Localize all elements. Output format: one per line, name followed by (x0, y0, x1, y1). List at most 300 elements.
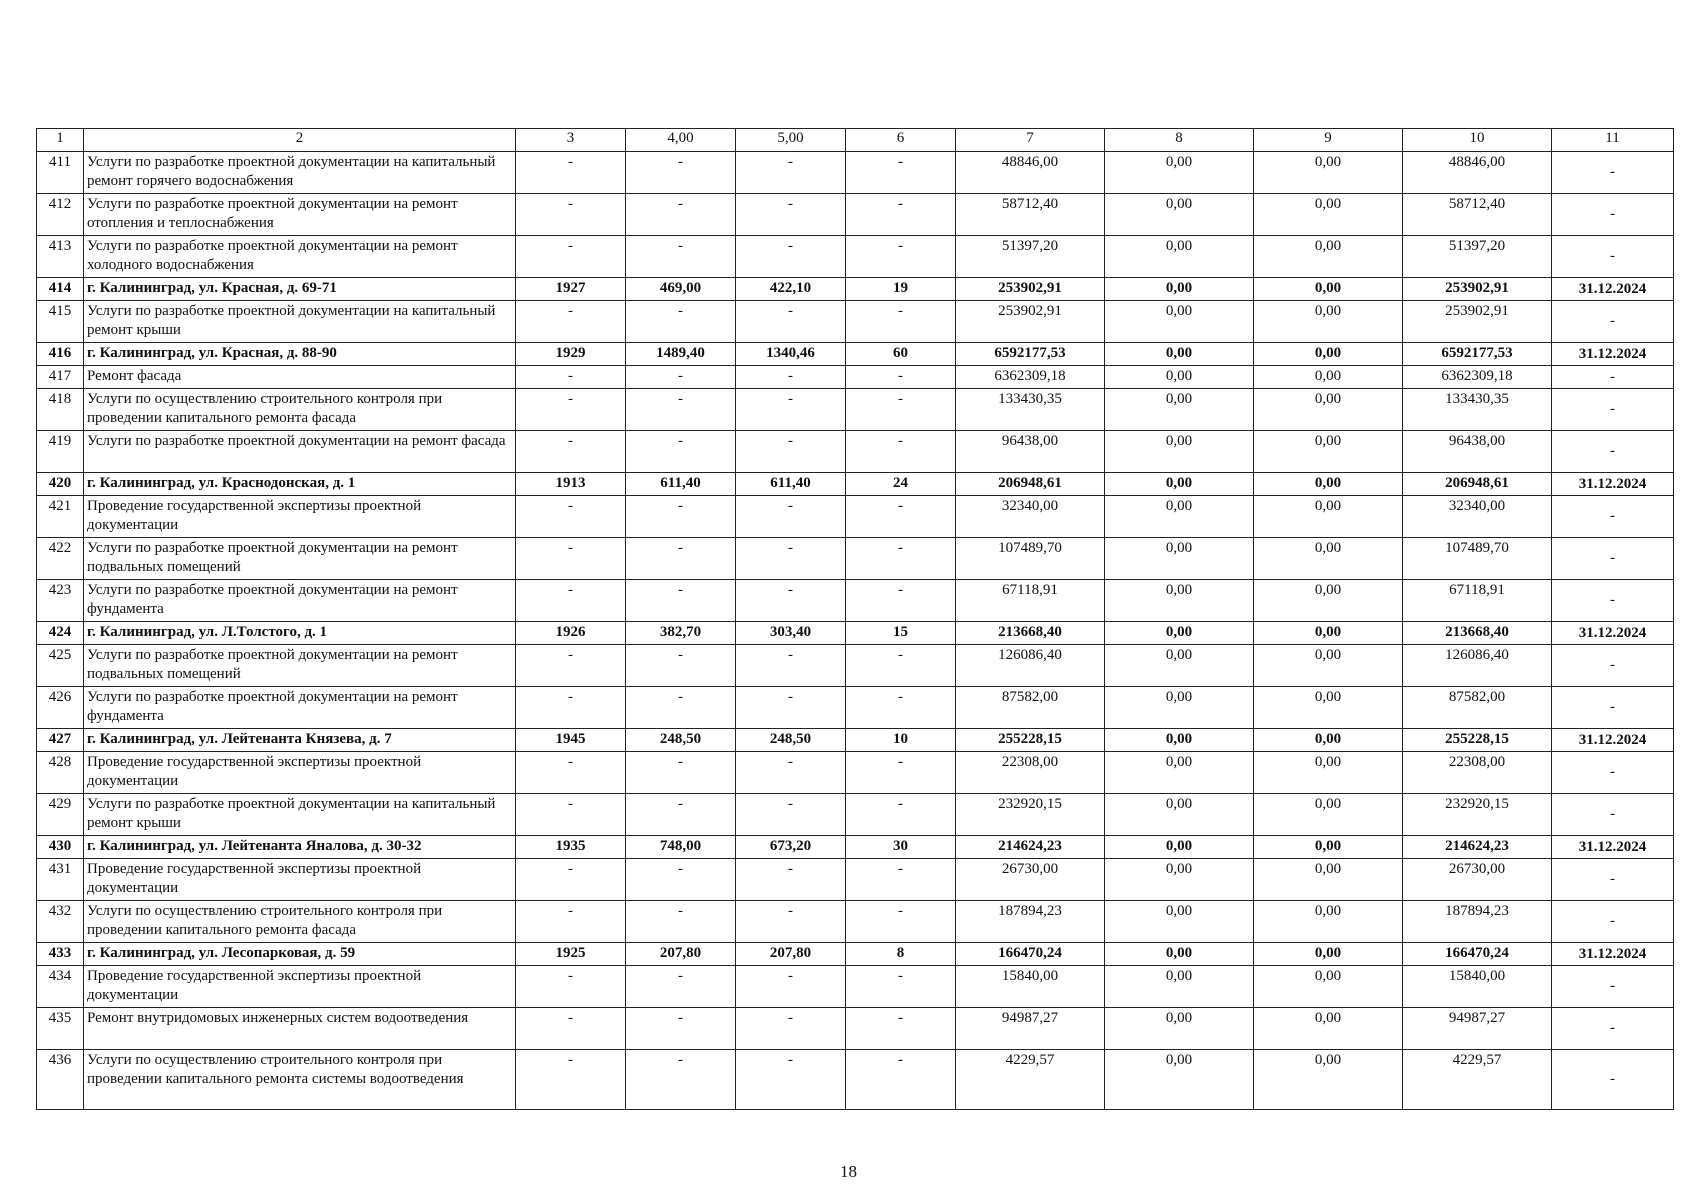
total-area: - (626, 901, 736, 943)
federal-funds: 0,00 (1105, 1008, 1254, 1050)
year-built: - (516, 901, 626, 943)
row-number: 417 (37, 366, 84, 389)
total-area: - (626, 1050, 736, 1110)
work-description: Проведение государственной экспертизы проектной документации (84, 752, 516, 794)
total-cost: 32340,00 (956, 496, 1105, 538)
living-area: - (736, 538, 846, 580)
federal-funds: 0,00 (1105, 496, 1254, 538)
table-body (37, 129, 1674, 1110)
regional-funds: 0,00 (1254, 301, 1403, 343)
completion-date: - (1552, 1008, 1674, 1050)
year-built: - (516, 645, 626, 687)
regional-funds: 0,00 (1254, 366, 1403, 389)
owner-funds: 6362309,18 (1403, 366, 1552, 389)
total-area: - (626, 389, 736, 431)
year-built: - (516, 794, 626, 836)
completion-date: - (1552, 431, 1674, 473)
row-number: 430 (37, 836, 84, 859)
living-area: 611,40 (736, 473, 846, 496)
work-description: Услуги по осуществлению строительного контроля при проведении капитального ремонта фасада (84, 389, 516, 431)
federal-funds: 0,00 (1105, 194, 1254, 236)
total-cost: 214624,23 (956, 836, 1105, 859)
owner-funds: 58712,40 (1403, 194, 1552, 236)
year-built: - (516, 580, 626, 622)
row-number: 427 (37, 729, 84, 752)
total-area: 611,40 (626, 473, 736, 496)
total-cost: 58712,40 (956, 194, 1105, 236)
living-area: 1340,46 (736, 343, 846, 366)
residents-count: - (846, 152, 956, 194)
residents-count: - (846, 194, 956, 236)
federal-funds: 0,00 (1105, 473, 1254, 496)
year-built: - (516, 752, 626, 794)
owner-funds: 32340,00 (1403, 496, 1552, 538)
living-area: - (736, 752, 846, 794)
federal-funds: 0,00 (1105, 278, 1254, 301)
total-cost: 253902,91 (956, 301, 1105, 343)
total-cost: 6592177,53 (956, 343, 1105, 366)
address-row (37, 729, 1674, 752)
work-description: Услуги по разработке проектной документации на ремонт фундамента (84, 580, 516, 622)
federal-funds: 0,00 (1105, 729, 1254, 752)
residents-count: - (846, 645, 956, 687)
living-area: 422,10 (736, 278, 846, 301)
total-area: - (626, 580, 736, 622)
regional-funds: 0,00 (1254, 1008, 1403, 1050)
column-header: 2 (84, 129, 516, 152)
work-description: Услуги по осуществлению строительного контроля при проведении капитального ремонта системы водоотведения (84, 1050, 516, 1110)
total-cost: 232920,15 (956, 794, 1105, 836)
total-cost: 213668,40 (956, 622, 1105, 645)
column-header: 8 (1105, 129, 1254, 152)
residents-count: - (846, 901, 956, 943)
row-number: 431 (37, 859, 84, 901)
residents-count: - (846, 538, 956, 580)
work-description: г. Калининград, ул. Красная, д. 88-90 (84, 343, 516, 366)
work-description: г. Калининград, ул. Лесопарковая, д. 59 (84, 943, 516, 966)
federal-funds: 0,00 (1105, 645, 1254, 687)
regional-funds: 0,00 (1254, 580, 1403, 622)
total-area: - (626, 687, 736, 729)
table-row (37, 1008, 1674, 1050)
row-number: 423 (37, 580, 84, 622)
owner-funds: 253902,91 (1403, 301, 1552, 343)
table-row (37, 752, 1674, 794)
work-description: Услуги по разработке проектной документации на капитальный ремонт крыши (84, 794, 516, 836)
living-area: - (736, 496, 846, 538)
regional-funds: 0,00 (1254, 1050, 1403, 1110)
year-built: - (516, 152, 626, 194)
completion-date: - (1552, 538, 1674, 580)
total-area: 1489,40 (626, 343, 736, 366)
total-cost: 15840,00 (956, 966, 1105, 1008)
living-area: - (736, 194, 846, 236)
table-row (37, 645, 1674, 687)
owner-funds: 6592177,53 (1403, 343, 1552, 366)
work-description: Услуги по осуществлению строительного контроля при проведении капитального ремонта фасада (84, 901, 516, 943)
register-table (36, 128, 1674, 1110)
row-number: 435 (37, 1008, 84, 1050)
regional-funds: 0,00 (1254, 431, 1403, 473)
total-area: - (626, 794, 736, 836)
row-number: 434 (37, 966, 84, 1008)
completion-date: - (1552, 580, 1674, 622)
row-number: 422 (37, 538, 84, 580)
owner-funds: 206948,61 (1403, 473, 1552, 496)
year-built: - (516, 389, 626, 431)
work-description: Ремонт внутридомовых инженерных систем водоотведения (84, 1008, 516, 1050)
federal-funds: 0,00 (1105, 431, 1254, 473)
residents-count: 8 (846, 943, 956, 966)
completion-date: 31.12.2024 (1552, 473, 1674, 496)
owner-funds: 15840,00 (1403, 966, 1552, 1008)
year-built: - (516, 236, 626, 278)
total-area: - (626, 538, 736, 580)
total-area: - (626, 1008, 736, 1050)
column-header: 7 (956, 129, 1105, 152)
residents-count: 30 (846, 836, 956, 859)
residents-count: - (846, 389, 956, 431)
regional-funds: 0,00 (1254, 901, 1403, 943)
total-cost: 48846,00 (956, 152, 1105, 194)
table-row (37, 389, 1674, 431)
living-area: - (736, 794, 846, 836)
owner-funds: 51397,20 (1403, 236, 1552, 278)
year-built: - (516, 431, 626, 473)
total-cost: 133430,35 (956, 389, 1105, 431)
living-area: 673,20 (736, 836, 846, 859)
regional-funds: 0,00 (1254, 836, 1403, 859)
year-built: 1913 (516, 473, 626, 496)
residents-count: - (846, 496, 956, 538)
regional-funds: 0,00 (1254, 645, 1403, 687)
regional-funds: 0,00 (1254, 794, 1403, 836)
residents-count: - (846, 1050, 956, 1110)
owner-funds: 22308,00 (1403, 752, 1552, 794)
address-row (37, 278, 1674, 301)
work-description: Проведение государственной экспертизы проектной документации (84, 966, 516, 1008)
regional-funds: 0,00 (1254, 389, 1403, 431)
address-row (37, 343, 1674, 366)
regional-funds: 0,00 (1254, 943, 1403, 966)
federal-funds: 0,00 (1105, 901, 1254, 943)
completion-date: - (1552, 966, 1674, 1008)
federal-funds: 0,00 (1105, 538, 1254, 580)
federal-funds: 0,00 (1105, 794, 1254, 836)
total-cost: 126086,40 (956, 645, 1105, 687)
total-cost: 96438,00 (956, 431, 1105, 473)
owner-funds: 87582,00 (1403, 687, 1552, 729)
owner-funds: 187894,23 (1403, 901, 1552, 943)
total-area: - (626, 431, 736, 473)
work-description: г. Калининград, ул. Красная, д. 69-71 (84, 278, 516, 301)
row-number: 425 (37, 645, 84, 687)
owner-funds: 133430,35 (1403, 389, 1552, 431)
completion-date: - (1552, 496, 1674, 538)
completion-date: - (1552, 236, 1674, 278)
row-number: 426 (37, 687, 84, 729)
total-cost: 51397,20 (956, 236, 1105, 278)
table-row (37, 966, 1674, 1008)
row-number: 428 (37, 752, 84, 794)
residents-count: - (846, 859, 956, 901)
total-cost: 26730,00 (956, 859, 1105, 901)
living-area: - (736, 366, 846, 389)
total-area: 248,50 (626, 729, 736, 752)
owner-funds: 255228,15 (1403, 729, 1552, 752)
row-number: 429 (37, 794, 84, 836)
work-description: г. Калининград, ул. Л.Толстого, д. 1 (84, 622, 516, 645)
completion-date: 31.12.2024 (1552, 729, 1674, 752)
table-row (37, 301, 1674, 343)
regional-funds: 0,00 (1254, 752, 1403, 794)
regional-funds: 0,00 (1254, 729, 1403, 752)
regional-funds: 0,00 (1254, 278, 1403, 301)
completion-date: - (1552, 389, 1674, 431)
year-built: - (516, 496, 626, 538)
address-row (37, 622, 1674, 645)
living-area: 303,40 (736, 622, 846, 645)
row-number: 415 (37, 301, 84, 343)
residents-count: - (846, 1008, 956, 1050)
year-built: - (516, 538, 626, 580)
completion-date: 31.12.2024 (1552, 343, 1674, 366)
table-row (37, 431, 1674, 473)
completion-date: 31.12.2024 (1552, 836, 1674, 859)
residents-count: - (846, 687, 956, 729)
row-number: 418 (37, 389, 84, 431)
total-cost: 107489,70 (956, 538, 1105, 580)
table-row (37, 1050, 1674, 1110)
living-area: - (736, 645, 846, 687)
completion-date: 31.12.2024 (1552, 943, 1674, 966)
residents-count: - (846, 752, 956, 794)
total-area: - (626, 752, 736, 794)
owner-funds: 232920,15 (1403, 794, 1552, 836)
federal-funds: 0,00 (1105, 343, 1254, 366)
row-number: 433 (37, 943, 84, 966)
year-built: 1927 (516, 278, 626, 301)
column-number-row (37, 129, 1674, 152)
living-area: - (736, 859, 846, 901)
row-number: 424 (37, 622, 84, 645)
living-area: - (736, 1008, 846, 1050)
column-header: 3 (516, 129, 626, 152)
residents-count: - (846, 236, 956, 278)
federal-funds: 0,00 (1105, 366, 1254, 389)
total-cost: 22308,00 (956, 752, 1105, 794)
federal-funds: 0,00 (1105, 1050, 1254, 1110)
federal-funds: 0,00 (1105, 943, 1254, 966)
year-built: - (516, 1050, 626, 1110)
work-description: г. Калининград, ул. Лейтенанта Яналова, д. 30-32 (84, 836, 516, 859)
owner-funds: 26730,00 (1403, 859, 1552, 901)
total-area: - (626, 194, 736, 236)
living-area: 207,80 (736, 943, 846, 966)
owner-funds: 213668,40 (1403, 622, 1552, 645)
regional-funds: 0,00 (1254, 194, 1403, 236)
work-description: Услуги по разработке проектной документации на капитальный ремонт крыши (84, 301, 516, 343)
total-area: 207,80 (626, 943, 736, 966)
row-number: 421 (37, 496, 84, 538)
total-cost: 166470,24 (956, 943, 1105, 966)
completion-date: - (1552, 752, 1674, 794)
work-description: г. Калининград, ул. Лейтенанта Князева, д. 7 (84, 729, 516, 752)
table-row (37, 194, 1674, 236)
regional-funds: 0,00 (1254, 152, 1403, 194)
owner-funds: 67118,91 (1403, 580, 1552, 622)
living-area: - (736, 901, 846, 943)
completion-date: - (1552, 152, 1674, 194)
row-number: 413 (37, 236, 84, 278)
living-area: - (736, 1050, 846, 1110)
total-cost: 187894,23 (956, 901, 1105, 943)
owner-funds: 107489,70 (1403, 538, 1552, 580)
residents-count: 19 (846, 278, 956, 301)
column-header: 10 (1403, 129, 1552, 152)
total-cost: 94987,27 (956, 1008, 1105, 1050)
total-cost: 253902,91 (956, 278, 1105, 301)
year-built: - (516, 687, 626, 729)
total-area: - (626, 236, 736, 278)
table-row (37, 687, 1674, 729)
completion-date: - (1552, 901, 1674, 943)
residents-count: - (846, 431, 956, 473)
column-header: 11 (1552, 129, 1674, 152)
year-built: - (516, 1008, 626, 1050)
completion-date: - (1552, 645, 1674, 687)
total-cost: 4229,57 (956, 1050, 1105, 1110)
total-area: 382,70 (626, 622, 736, 645)
year-built: - (516, 859, 626, 901)
completion-date: - (1552, 366, 1674, 389)
total-cost: 67118,91 (956, 580, 1105, 622)
row-number: 416 (37, 343, 84, 366)
work-description: Услуги по разработке проектной документации на ремонт фасада (84, 431, 516, 473)
total-area: - (626, 966, 736, 1008)
residents-count: 10 (846, 729, 956, 752)
regional-funds: 0,00 (1254, 538, 1403, 580)
total-cost: 255228,15 (956, 729, 1105, 752)
regional-funds: 0,00 (1254, 966, 1403, 1008)
regional-funds: 0,00 (1254, 343, 1403, 366)
federal-funds: 0,00 (1105, 752, 1254, 794)
table-row (37, 152, 1674, 194)
living-area: - (736, 152, 846, 194)
total-area: - (626, 645, 736, 687)
total-area: - (626, 496, 736, 538)
work-description: Проведение государственной экспертизы проектной документации (84, 859, 516, 901)
row-number: 411 (37, 152, 84, 194)
completion-date: - (1552, 1050, 1674, 1110)
regional-funds: 0,00 (1254, 496, 1403, 538)
total-area: 748,00 (626, 836, 736, 859)
living-area: - (736, 687, 846, 729)
table-row (37, 794, 1674, 836)
owner-funds: 214624,23 (1403, 836, 1552, 859)
work-description: Услуги по разработке проектной документации на ремонт подвальных помещений (84, 645, 516, 687)
total-area: 469,00 (626, 278, 736, 301)
completion-date: 31.12.2024 (1552, 622, 1674, 645)
year-built: 1945 (516, 729, 626, 752)
federal-funds: 0,00 (1105, 236, 1254, 278)
year-built: 1929 (516, 343, 626, 366)
year-built: - (516, 194, 626, 236)
row-number: 420 (37, 473, 84, 496)
federal-funds: 0,00 (1105, 152, 1254, 194)
total-area: - (626, 859, 736, 901)
row-number: 432 (37, 901, 84, 943)
completion-date: - (1552, 687, 1674, 729)
regional-funds: 0,00 (1254, 859, 1403, 901)
column-header: 1 (37, 129, 84, 152)
owner-funds: 96438,00 (1403, 431, 1552, 473)
work-description: Ремонт фасада (84, 366, 516, 389)
address-row (37, 943, 1674, 966)
year-built: - (516, 301, 626, 343)
residents-count: - (846, 966, 956, 1008)
total-cost: 6362309,18 (956, 366, 1105, 389)
work-description: Услуги по разработке проектной документации на капитальный ремонт горячего водоснабжения (84, 152, 516, 194)
owner-funds: 4229,57 (1403, 1050, 1552, 1110)
living-area: - (736, 580, 846, 622)
residents-count: 60 (846, 343, 956, 366)
table-row (37, 859, 1674, 901)
residents-count: 24 (846, 473, 956, 496)
living-area: - (736, 236, 846, 278)
total-cost: 206948,61 (956, 473, 1105, 496)
table-row (37, 496, 1674, 538)
regional-funds: 0,00 (1254, 473, 1403, 496)
federal-funds: 0,00 (1105, 389, 1254, 431)
federal-funds: 0,00 (1105, 301, 1254, 343)
row-number: 436 (37, 1050, 84, 1110)
page-number: 18 (840, 1162, 857, 1181)
residents-count: - (846, 580, 956, 622)
work-description: г. Калининград, ул. Краснодонская, д. 1 (84, 473, 516, 496)
work-description: Услуги по разработке проектной документации на ремонт отопления и теплоснабжения (84, 194, 516, 236)
address-row (37, 836, 1674, 859)
row-number: 419 (37, 431, 84, 473)
living-area: - (736, 389, 846, 431)
total-cost: 87582,00 (956, 687, 1105, 729)
year-built: - (516, 366, 626, 389)
living-area: 248,50 (736, 729, 846, 752)
completion-date: - (1552, 301, 1674, 343)
column-header: 9 (1254, 129, 1403, 152)
work-description: Услуги по разработке проектной документации на ремонт холодного водоснабжения (84, 236, 516, 278)
table-row (37, 236, 1674, 278)
row-number: 412 (37, 194, 84, 236)
total-area: - (626, 152, 736, 194)
table-row (37, 538, 1674, 580)
owner-funds: 253902,91 (1403, 278, 1552, 301)
table-row (37, 580, 1674, 622)
row-number: 414 (37, 278, 84, 301)
regional-funds: 0,00 (1254, 236, 1403, 278)
living-area: - (736, 966, 846, 1008)
regional-funds: 0,00 (1254, 622, 1403, 645)
federal-funds: 0,00 (1105, 580, 1254, 622)
owner-funds: 94987,27 (1403, 1008, 1552, 1050)
column-header: 5,00 (736, 129, 846, 152)
federal-funds: 0,00 (1105, 859, 1254, 901)
residents-count: - (846, 301, 956, 343)
federal-funds: 0,00 (1105, 836, 1254, 859)
work-description: Услуги по разработке проектной документации на ремонт фундамента (84, 687, 516, 729)
address-row (37, 473, 1674, 496)
work-description: Услуги по разработке проектной документации на ремонт подвальных помещений (84, 538, 516, 580)
